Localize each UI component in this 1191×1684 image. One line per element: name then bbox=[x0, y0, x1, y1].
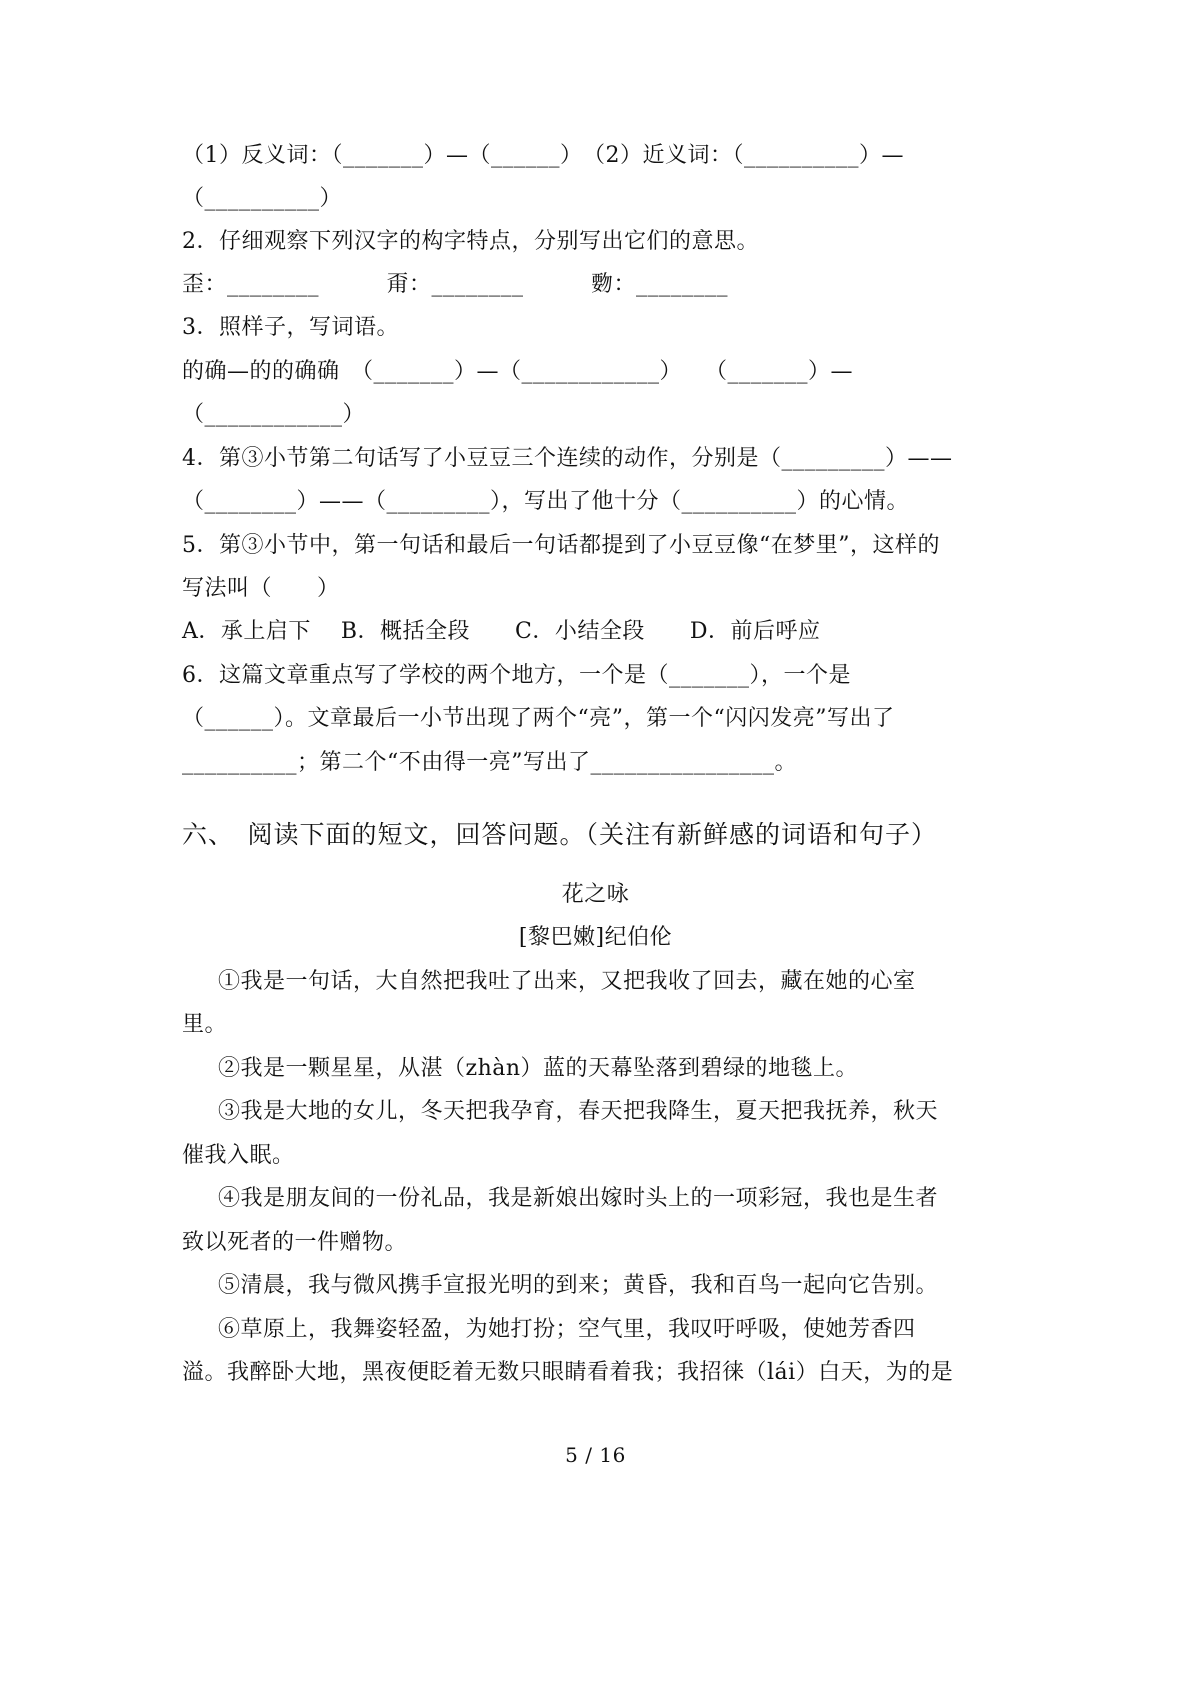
question-5-line: 5．第③小节中，第一句话和最后一句话都提到了小豆豆像“在梦里”，这样的 bbox=[182, 533, 940, 558]
question-5-line-cont: 写法叫（ ） bbox=[182, 576, 340, 601]
question-4-line-cont: （________）——（_________），写出了他十分（__________）的心情。 bbox=[182, 489, 910, 514]
paragraph-5: ⑤清晨，我与微风携手宣报光明的到来；黄昏，我和百鸟一起向它告别。 bbox=[218, 1273, 939, 1298]
question-6-line-2: （______）。文章最后一小节出现了两个“亮”，第一个“闪闪发亮”写出了 bbox=[182, 706, 895, 731]
question-6-line: 6．这篇文章重点写了学校的两个地方，一个是（_______），一个是 bbox=[182, 663, 851, 688]
section-heading: 六、 阅读下面的短文，回答问题。（关注有新鲜感的词语和句子） bbox=[182, 820, 938, 849]
page-number: 5 / 16 bbox=[565, 1443, 626, 1467]
paragraph-4: ④我是朋友间的一份礼品，我是新娘出嫁时头上的一项彩冠，我也是生者 bbox=[218, 1186, 939, 1211]
question-2-answers: 歪：________ 甭：________ 覅：________ bbox=[182, 272, 729, 297]
question-3-example-cont: （____________） bbox=[182, 402, 366, 427]
paragraph-4-cont: 致以死者的一件赠物。 bbox=[182, 1230, 408, 1255]
article-title: 花之咏 bbox=[561, 882, 630, 907]
question-4-line: 4．第③小节第二句话写了小豆豆三个连续的动作，分别是（_________）—— bbox=[182, 446, 953, 471]
question-2-prompt: 2．仔细观察下列汉字的构字特点，分别写出它们的意思。 bbox=[182, 229, 759, 254]
question-1-line-cont: （__________） bbox=[182, 186, 343, 211]
paragraph-6-cont: 溢。我醉卧大地，黑夜便眨着无数只眼睛看着我；我招徕（lái）白天，为的是 bbox=[182, 1360, 954, 1385]
paragraph-3-cont: 催我入眠。 bbox=[182, 1143, 295, 1168]
question-1-line: （1）反义词：（_______）—（______） （2）近义词：（__________）— bbox=[182, 143, 904, 168]
paragraph-6: ⑥草原上，我舞姿轻盈，为她打扮；空气里，我叹吁呼吸，使她芳香四 bbox=[218, 1317, 916, 1342]
paragraph-2: ②我是一颗星星，从湛（zhàn）蓝的天幕坠落到碧绿的地毯上。 bbox=[218, 1056, 859, 1081]
question-3-prompt: 3．照样子，写词语。 bbox=[182, 315, 399, 340]
question-6-line-3: __________；第二个“不由得一亮”写出了________________。 bbox=[182, 750, 797, 775]
paragraph-3: ③我是大地的女儿，冬天把我孕育，春天把我降生，夏天把我抚养，秋天 bbox=[218, 1099, 939, 1124]
question-5-options: A．承上启下 B．概括全段 C．小结全段 D．前后呼应 bbox=[182, 619, 821, 644]
article-author: [黎巴嫩]纪伯伦 bbox=[518, 925, 673, 950]
paragraph-1-cont: 里。 bbox=[182, 1012, 228, 1037]
paragraph-1: ①我是一句话，大自然把我吐了出来，又把我收了回去，藏在她的心室 bbox=[218, 969, 916, 994]
question-3-example: 的确—的的确确 （_______）—（____________） （_______）— bbox=[182, 359, 854, 384]
